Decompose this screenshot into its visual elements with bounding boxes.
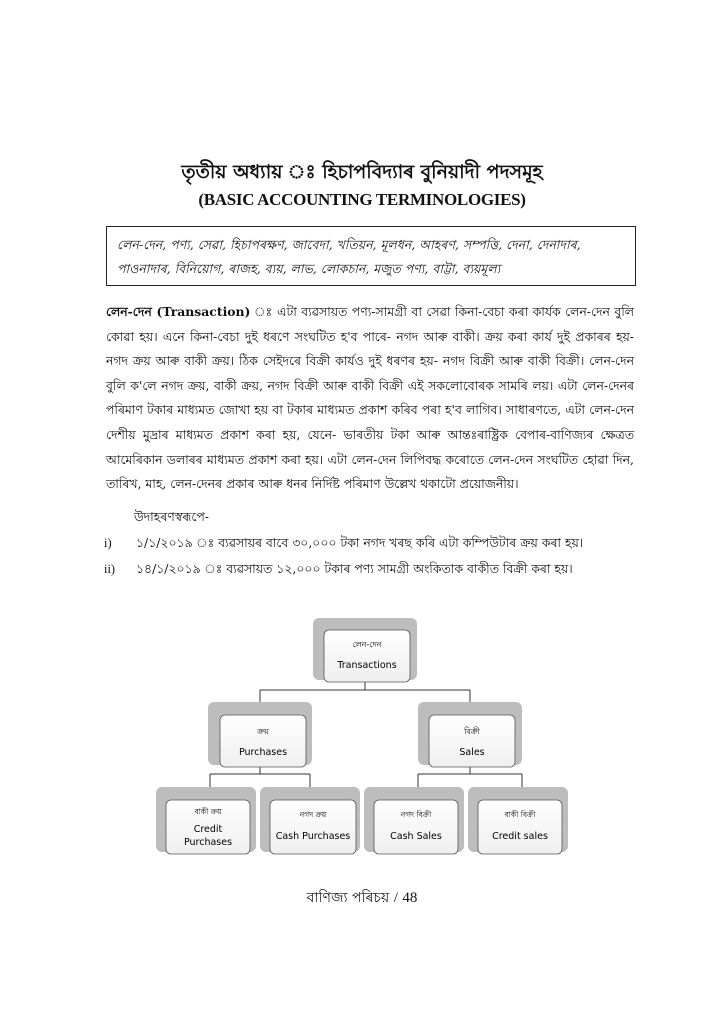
chapter-title-english: (BASIC ACCOUNTING TERMINOLOGIES)	[198, 190, 526, 209]
node-label: Cash Sales	[390, 831, 442, 842]
transaction-term: লেন-দেন (Transaction)	[106, 304, 251, 319]
example-number: ii)	[104, 562, 116, 576]
node-sales	[418, 702, 522, 767]
node-label: Cash Purchases	[275, 831, 351, 842]
node-label-native: বাকী ক্ৰয়	[194, 807, 222, 816]
page-footer	[0, 886, 724, 910]
node-cash-sales	[364, 787, 464, 854]
node-cash-purchases	[260, 787, 360, 854]
node-label: Credit	[193, 824, 223, 835]
node-credit-purchases	[156, 787, 256, 854]
node-label: Purchases	[238, 747, 288, 758]
node-label: Purchases	[183, 837, 233, 848]
node-label: Sales	[459, 747, 485, 758]
chapter-title: তৃতীয় অধ্যায় ঃ হিচাপবিদ্যাৰ বুনিয়াদী পদসমূহ	[181, 161, 543, 183]
node-transactions	[313, 618, 417, 682]
keywords-line-1: লেন-দেন, পণ্য, সেৱা, হিচাপৰক্ষণ, জাবেদা, খতিয়ন, মূলধন, আহৰণ, সম্পত্তি, দেনা, দেনাদাৰ,	[117, 237, 581, 252]
node-label-native: বিক্ৰী	[464, 727, 480, 736]
node-credit-sales	[468, 787, 568, 854]
example-item	[104, 535, 583, 555]
node-label-native: ক্ৰয়	[257, 727, 269, 736]
node-label-native: নগদ বিক্ৰী	[400, 810, 432, 819]
page-number: 48	[402, 890, 418, 906]
example-number: i)	[104, 536, 112, 550]
node-label: Transactions	[337, 660, 397, 671]
node-label: Credit sales	[492, 831, 548, 842]
node-label-native: লেন-দেন	[352, 640, 382, 649]
keywords-box	[106, 226, 636, 286]
example-text: ১/১/২০১৯ ঃ ব্যৱসায়ৰ বাবে ৩০,০০০ টকা নগদ খৰছ কৰি এটা কম্পিউটাৰ ক্ৰয় কৰা হয়।	[136, 535, 584, 550]
transaction-paragraph	[106, 300, 634, 497]
node-label-native: বাকী বিক্ৰী	[504, 810, 536, 819]
footer-book-title: বাণিজ্য পৰিচয়	[306, 890, 390, 906]
examples-heading: উদাহৰণস্বৰূপে-	[134, 509, 209, 524]
example-text: ১৪/১/২০১৯ ঃ ব্যৱসায়ত ১২,০০০ টকাৰ পণ্য সামগ্ৰী অংকিতাক বাকীত বিক্ৰী কৰা হয়।	[136, 561, 573, 576]
node-purchases	[208, 702, 312, 767]
node-label-native: নগদ ক্ৰয়	[299, 810, 327, 819]
transactions-diagram	[150, 612, 580, 872]
transaction-body: ঃ এটা ব্যৱসায়ত পণ্য-সামগ্ৰী বা সেৱা কিনা-বেচা কৰা কাৰ্যক লেন-দেন বুলি কোৱা হয়। এনে কিনা-বেচা দুই ধৰণে সংঘটিত হ'ব পাৰে- নগদ আৰু বাকী। ক্ৰয় কৰা কাৰ্য দুই প্ৰকাৰৰ হয়- নগদ ক্ৰয় আৰু বাকী ক্ৰয়। ঠিক সেইদৰে বিক্ৰী কাৰ্যও দুই ধৰণৰ হয়- নগদ বিক্ৰী আৰু বাকী বিক্ৰী। লেন-দেন বুলি ক'লে নগদ ক্ৰয়, বাকী ক্ৰয়, নগদ বিক্ৰী আৰু বাকী বিক্ৰী এই সকলোবোৰক সামৰি লয়। এটা লেন-দেনৰ পৰিমাণ টকাৰ মাধ্যমত জোখা হয় বা টকাৰ মাধ্যমত প্ৰকাশ কৰিব পৰা হ'ব লাগিব। সাধাৰণতে, এটা লেন-দেন দেশীয় মুদ্ৰাৰ মাধ্যমত প্ৰকাশ কৰা হয়, যেনে- ভাৰতীয় টকা আৰু আন্তঃৰাষ্ট্ৰিক বেপাৰ-বাণিজ্যৰ ক্ষেত্ৰত আমেৰিকান ডলাৰৰ মাধ্যমত প্ৰকাশ কৰা হয়। এটা লেন-দেন লিপিবদ্ধ কৰোতে লেন-দেন সংঘটিত হোৱা দিন, তাৰিখ, মাহ, লেন-দেনৰ প্ৰকাৰ আৰু ধনৰ নিৰ্দিষ্ট পৰিমাণ উল্লেখ থকাটো প্ৰয়োজনীয়।	[106, 304, 635, 492]
footer-separator: /	[393, 890, 398, 906]
example-item	[104, 561, 573, 581]
keywords-line-2: পাওনাদাৰ, বিনিয়োগ, ৰাজহ, ব্যয়, লাভ, লোকচান, মজুত পণ্য, বাট্টা, ব্যয়মূল্য	[117, 261, 501, 276]
